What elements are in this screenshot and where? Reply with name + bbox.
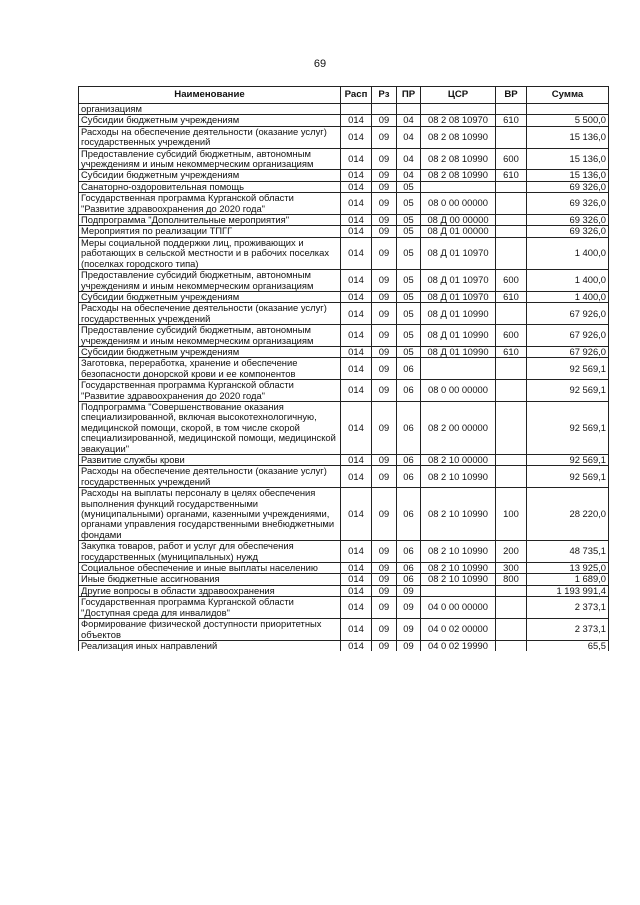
table-row <box>79 585 609 596</box>
cell-sum: 67 926,0 <box>527 303 609 325</box>
cell-vr: 610 <box>496 115 527 126</box>
cell-name: Иные бюджетные ассигнования <box>79 574 341 585</box>
cell-csr: 08 2 08 10990 <box>421 170 496 181</box>
cell-csr <box>421 104 496 115</box>
table-row <box>79 115 609 126</box>
cell-rasp <box>341 104 372 115</box>
cell-rz: 09 <box>372 585 397 596</box>
cell-rz: 09 <box>372 115 397 126</box>
cell-vr: 610 <box>496 346 527 357</box>
cell-pr: 05 <box>397 226 421 237</box>
cell-pr: 05 <box>397 303 421 325</box>
cell-rz: 09 <box>372 455 397 466</box>
cell-vr <box>496 226 527 237</box>
cell-csr: 08 2 10 10990 <box>421 466 496 488</box>
cell-name: Государственная программа Курганской области "Развитие здравоохранения до 2020 года" <box>79 380 341 402</box>
cell-name: Расходы на обеспечение деятельности (оказание услуг) государственных учреждений <box>79 126 341 148</box>
cell-csr: 08 Д 01 10990 <box>421 346 496 357</box>
cell-sum: 69 326,0 <box>527 226 609 237</box>
cell-rasp: 014 <box>341 563 372 574</box>
cell-rasp: 014 <box>341 488 372 541</box>
cell-sum: 69 326,0 <box>527 181 609 192</box>
table-row <box>79 541 609 563</box>
cell-rz: 09 <box>372 270 397 292</box>
cell-name: Санаторно-оздоровительная помощь <box>79 181 341 192</box>
header-vr: ВР <box>496 87 527 104</box>
table-row <box>79 640 609 651</box>
cell-vr <box>496 104 527 115</box>
table-row <box>79 237 609 269</box>
cell-name: Расходы на выплаты персоналу в целях обеспечения выполнения функций государственными (муниципальными) органами, казенными учреждениями, органами управления государственными внебюджетными фондами <box>79 488 341 541</box>
cell-rz: 09 <box>372 619 397 641</box>
page-number: 69 <box>313 58 327 70</box>
cell-csr: 08 2 10 10990 <box>421 541 496 563</box>
cell-pr: 04 <box>397 170 421 181</box>
cell-sum: 2 373,1 <box>527 619 609 641</box>
cell-name: организациям <box>79 104 341 115</box>
cell-rasp: 014 <box>341 466 372 488</box>
cell-name: Предоставление субсидий бюджетным, автономным учреждениям и иным некоммерческим организациям <box>79 148 341 170</box>
cell-csr: 08 Д 01 00000 <box>421 226 496 237</box>
cell-rasp: 014 <box>341 358 372 380</box>
table-row <box>79 466 609 488</box>
cell-vr: 610 <box>496 170 527 181</box>
cell-sum: 28 220,0 <box>527 488 609 541</box>
cell-sum: 92 569,1 <box>527 380 609 402</box>
cell-name: Реализация иных направлений <box>79 640 341 651</box>
cell-rz: 09 <box>372 181 397 192</box>
cell-rasp: 014 <box>341 181 372 192</box>
cell-rasp: 014 <box>341 170 372 181</box>
cell-csr: 08 2 08 10990 <box>421 148 496 170</box>
cell-vr: 800 <box>496 574 527 585</box>
cell-csr: 08 2 10 10990 <box>421 488 496 541</box>
cell-pr: 09 <box>397 640 421 651</box>
cell-pr: 04 <box>397 148 421 170</box>
cell-csr: 04 0 02 00000 <box>421 619 496 641</box>
cell-pr: 05 <box>397 291 421 302</box>
cell-sum: 92 569,1 <box>527 466 609 488</box>
cell-name: Субсидии бюджетным учреждениям <box>79 346 341 357</box>
cell-name: Подпрограмма "Дополнительные мероприятия" <box>79 215 341 226</box>
cell-pr: 09 <box>397 619 421 641</box>
cell-pr: 05 <box>397 237 421 269</box>
cell-name: Субсидии бюджетным учреждениям <box>79 115 341 126</box>
cell-pr: 06 <box>397 358 421 380</box>
cell-rz: 09 <box>372 401 397 454</box>
cell-csr: 08 2 10 10990 <box>421 574 496 585</box>
cell-rasp: 014 <box>341 455 372 466</box>
cell-name: Формирование физической доступности приоритетных объектов <box>79 619 341 641</box>
cell-vr: 610 <box>496 291 527 302</box>
cell-sum: 65,5 <box>527 640 609 651</box>
cell-name: Субсидии бюджетным учреждениям <box>79 170 341 181</box>
cell-vr <box>496 237 527 269</box>
cell-pr: 06 <box>397 455 421 466</box>
cell-rasp: 014 <box>341 619 372 641</box>
cell-csr: 08 Д 01 10970 <box>421 291 496 302</box>
cell-vr <box>496 585 527 596</box>
cell-rz: 09 <box>372 291 397 302</box>
cell-rasp: 014 <box>341 270 372 292</box>
cell-rz: 09 <box>372 597 397 619</box>
cell-sum: 15 136,0 <box>527 170 609 181</box>
cell-rasp: 014 <box>341 640 372 651</box>
table-row <box>79 193 609 215</box>
table-row <box>79 401 609 454</box>
cell-pr: 06 <box>397 563 421 574</box>
cell-rz: 09 <box>372 541 397 563</box>
header-pr: ПР <box>397 87 421 104</box>
cell-name: Заготовка, переработка, хранение и обеспечение безопасности донорской крови и ее компонентов <box>79 358 341 380</box>
table-row <box>79 126 609 148</box>
header-rz: Рз <box>372 87 397 104</box>
cell-rz: 09 <box>372 466 397 488</box>
cell-name: Меры социальной поддержки лиц, проживающих и работающих в сельской местности и в рабочих поселках (поселках городского типа) <box>79 237 341 269</box>
cell-rz: 09 <box>372 488 397 541</box>
cell-pr: 06 <box>397 541 421 563</box>
cell-sum: 15 136,0 <box>527 148 609 170</box>
cell-csr: 08 2 10 00000 <box>421 455 496 466</box>
cell-vr <box>496 303 527 325</box>
cell-pr: 06 <box>397 401 421 454</box>
cell-vr <box>496 215 527 226</box>
cell-vr <box>496 619 527 641</box>
cell-rz: 09 <box>372 215 397 226</box>
cell-rasp: 014 <box>341 597 372 619</box>
table-row <box>79 303 609 325</box>
header-name: Наименование <box>79 87 341 104</box>
cell-csr: 08 Д 01 10990 <box>421 325 496 347</box>
cell-sum: 1 689,0 <box>527 574 609 585</box>
header-csr: ЦСР <box>421 87 496 104</box>
cell-sum <box>527 104 609 115</box>
cell-sum: 1 400,0 <box>527 237 609 269</box>
cell-rasp: 014 <box>341 325 372 347</box>
cell-sum: 13 925,0 <box>527 563 609 574</box>
cell-sum: 92 569,1 <box>527 455 609 466</box>
table-row <box>79 226 609 237</box>
cell-rz: 09 <box>372 237 397 269</box>
cell-pr: 06 <box>397 488 421 541</box>
cell-name: Предоставление субсидий бюджетным, автономным учреждениям и иным некоммерческим организациям <box>79 325 341 347</box>
cell-rz <box>372 104 397 115</box>
cell-pr: 05 <box>397 346 421 357</box>
cell-vr <box>496 466 527 488</box>
cell-rasp: 014 <box>341 148 372 170</box>
table-row <box>79 563 609 574</box>
cell-rasp: 014 <box>341 226 372 237</box>
header-sum: Сумма <box>527 87 609 104</box>
cell-rz: 09 <box>372 303 397 325</box>
cell-sum: 92 569,1 <box>527 358 609 380</box>
cell-name: Субсидии бюджетным учреждениям <box>79 291 341 302</box>
cell-vr: 300 <box>496 563 527 574</box>
cell-rasp: 014 <box>341 346 372 357</box>
table-row <box>79 619 609 641</box>
cell-rz: 09 <box>372 170 397 181</box>
cell-csr: 08 2 08 10990 <box>421 126 496 148</box>
cell-csr: 08 0 00 00000 <box>421 193 496 215</box>
cell-csr: 08 2 10 10990 <box>421 563 496 574</box>
cell-rasp: 014 <box>341 541 372 563</box>
cell-rz: 09 <box>372 563 397 574</box>
cell-rasp: 014 <box>341 215 372 226</box>
cell-sum: 1 193 991,4 <box>527 585 609 596</box>
cell-csr: 08 2 00 00000 <box>421 401 496 454</box>
cell-csr: 04 0 00 00000 <box>421 597 496 619</box>
cell-rz: 09 <box>372 380 397 402</box>
header-rasp: Расп <box>341 87 372 104</box>
cell-name: Расходы на обеспечение деятельности (оказание услуг) государственных учреждений <box>79 303 341 325</box>
cell-sum: 69 326,0 <box>527 215 609 226</box>
cell-sum: 1 400,0 <box>527 291 609 302</box>
cell-csr: 08 Д 00 00000 <box>421 215 496 226</box>
cell-vr <box>496 455 527 466</box>
cell-rz: 09 <box>372 193 397 215</box>
cell-rasp: 014 <box>341 401 372 454</box>
cell-csr: 08 2 08 10970 <box>421 115 496 126</box>
cell-rz: 09 <box>372 126 397 148</box>
cell-sum: 92 569,1 <box>527 401 609 454</box>
cell-rasp: 014 <box>341 291 372 302</box>
cell-sum: 2 373,1 <box>527 597 609 619</box>
cell-rasp: 014 <box>341 380 372 402</box>
cell-pr: 05 <box>397 270 421 292</box>
cell-sum: 67 926,0 <box>527 325 609 347</box>
cell-csr <box>421 181 496 192</box>
cell-sum: 5 500,0 <box>527 115 609 126</box>
cell-csr <box>421 585 496 596</box>
table-row <box>79 291 609 302</box>
cell-csr: 08 Д 01 10990 <box>421 303 496 325</box>
cell-rz: 09 <box>372 346 397 357</box>
cell-rasp: 014 <box>341 115 372 126</box>
cell-pr: 04 <box>397 126 421 148</box>
cell-vr <box>496 126 527 148</box>
cell-rasp: 014 <box>341 193 372 215</box>
cell-pr: 05 <box>397 193 421 215</box>
cell-vr <box>496 640 527 651</box>
cell-vr <box>496 380 527 402</box>
cell-csr: 04 0 02 19990 <box>421 640 496 651</box>
cell-name: Государственная программа Курганской области "Доступная среда для инвалидов" <box>79 597 341 619</box>
cell-csr <box>421 358 496 380</box>
table-row <box>79 148 609 170</box>
cell-sum: 69 326,0 <box>527 193 609 215</box>
cell-vr <box>496 181 527 192</box>
table-row <box>79 346 609 357</box>
cell-pr: 05 <box>397 181 421 192</box>
cell-pr: 06 <box>397 380 421 402</box>
cell-pr: 04 <box>397 115 421 126</box>
cell-rasp: 014 <box>341 303 372 325</box>
cell-vr: 200 <box>496 541 527 563</box>
table-row <box>79 597 609 619</box>
cell-pr: 05 <box>397 325 421 347</box>
cell-name: Предоставление субсидий бюджетным, автономным учреждениям и иным некоммерческим организациям <box>79 270 341 292</box>
cell-rz: 09 <box>372 358 397 380</box>
cell-name: Закупка товаров, работ и услуг для обеспечения государственных (муниципальных) нужд <box>79 541 341 563</box>
cell-rasp: 014 <box>341 574 372 585</box>
cell-vr <box>496 193 527 215</box>
cell-pr: 09 <box>397 597 421 619</box>
cell-name: Мероприятия по реализации ТПГГ <box>79 226 341 237</box>
table-header-row <box>79 87 609 104</box>
cell-rz: 09 <box>372 325 397 347</box>
cell-csr: 08 Д 01 10970 <box>421 237 496 269</box>
cell-vr: 600 <box>496 325 527 347</box>
cell-rasp: 014 <box>341 126 372 148</box>
cell-pr: 05 <box>397 215 421 226</box>
table-row <box>79 215 609 226</box>
budget-table <box>78 86 609 651</box>
table-row <box>79 170 609 181</box>
table-row <box>79 325 609 347</box>
cell-vr <box>496 401 527 454</box>
table-row <box>79 104 609 115</box>
table-row <box>79 270 609 292</box>
cell-csr: 08 Д 01 10970 <box>421 270 496 292</box>
table-row <box>79 358 609 380</box>
cell-vr <box>496 597 527 619</box>
cell-name: Расходы на обеспечение деятельности (оказание услуг) государственных учреждений <box>79 466 341 488</box>
cell-vr: 600 <box>496 270 527 292</box>
cell-rz: 09 <box>372 226 397 237</box>
cell-vr <box>496 358 527 380</box>
cell-pr: 06 <box>397 574 421 585</box>
cell-rz: 09 <box>372 148 397 170</box>
cell-sum: 15 136,0 <box>527 126 609 148</box>
cell-name: Другие вопросы в области здравоохранения <box>79 585 341 596</box>
cell-sum: 67 926,0 <box>527 346 609 357</box>
cell-sum: 1 400,0 <box>527 270 609 292</box>
cell-rz: 09 <box>372 574 397 585</box>
cell-name: Социальное обеспечение и иные выплаты населению <box>79 563 341 574</box>
cell-rz: 09 <box>372 640 397 651</box>
cell-pr <box>397 104 421 115</box>
cell-sum: 48 735,1 <box>527 541 609 563</box>
cell-csr: 08 0 00 00000 <box>421 380 496 402</box>
cell-rasp: 014 <box>341 585 372 596</box>
cell-vr: 100 <box>496 488 527 541</box>
table-row <box>79 574 609 585</box>
cell-pr: 06 <box>397 466 421 488</box>
table-row <box>79 181 609 192</box>
table-row <box>79 455 609 466</box>
cell-vr: 600 <box>496 148 527 170</box>
cell-name: Подпрограмма "Совершенствование оказания специализированной, включая высокотехнологичную, медицинской помощи, скорой, в том числе скорой специализированной, медицинской помощи, медицинской эвакуации" <box>79 401 341 454</box>
table-row <box>79 380 609 402</box>
cell-pr: 09 <box>397 585 421 596</box>
cell-name: Государственная программа Курганской области "Развитие здравоохранения до 2020 года" <box>79 193 341 215</box>
table-row <box>79 488 609 541</box>
cell-name: Развитие службы крови <box>79 455 341 466</box>
cell-rasp: 014 <box>341 237 372 269</box>
